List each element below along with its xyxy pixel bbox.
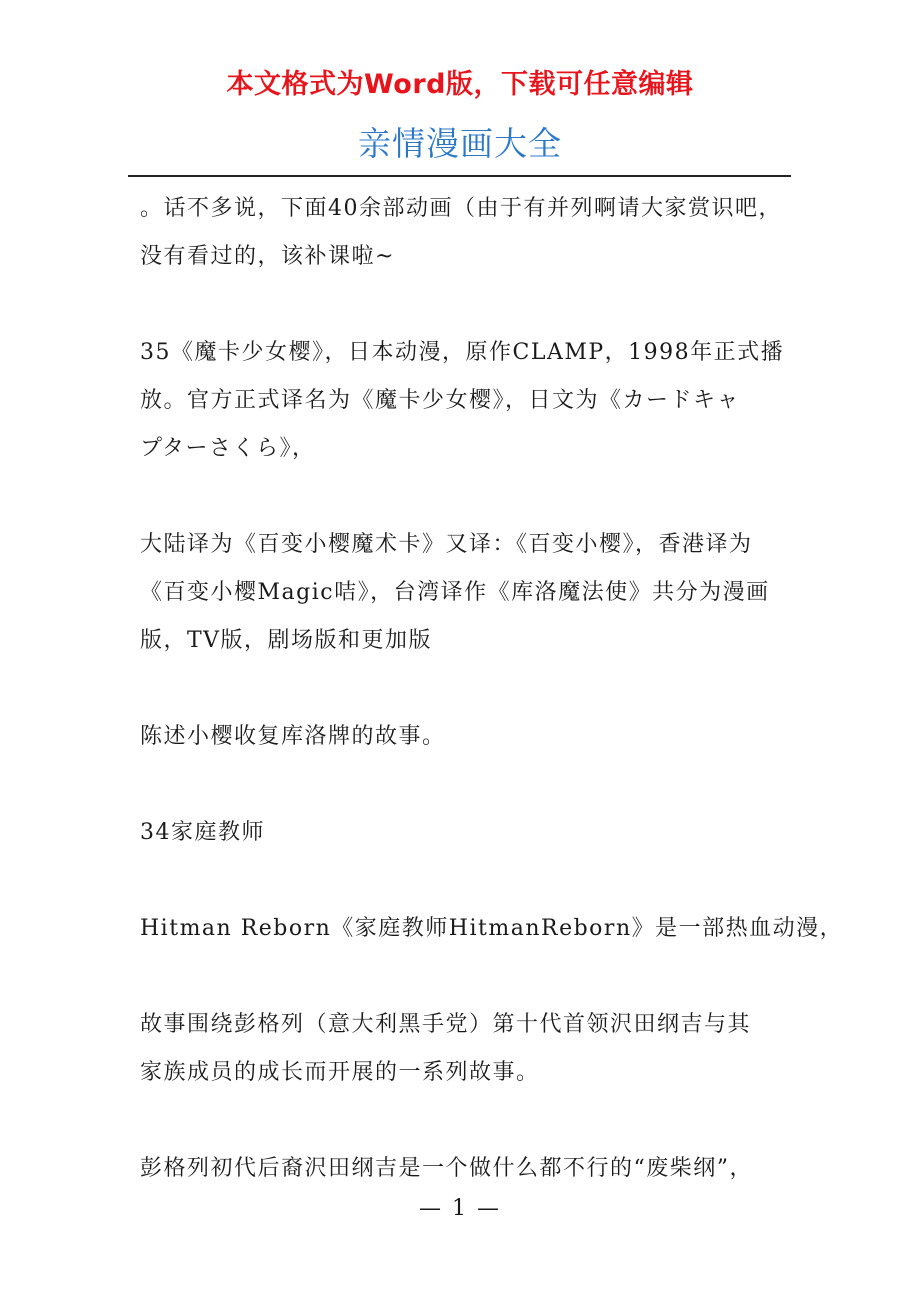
body-line: 版，TV版，剧场版和更加版 bbox=[140, 628, 433, 653]
paragraph-gap bbox=[140, 281, 790, 329]
body-line: プターさくら》， bbox=[140, 436, 316, 461]
format-banner: 本文格式为Word版，下载可任意编辑 bbox=[226, 69, 694, 100]
paragraph-gap bbox=[140, 857, 790, 905]
paragraph-gap bbox=[140, 473, 790, 521]
page-number: — 1 — bbox=[419, 1196, 501, 1221]
body-line: 陈述小樱收复库洛牌的故事。 bbox=[140, 724, 446, 749]
paragraph-gap bbox=[140, 761, 790, 809]
body-line: 家族成员的成长而开展的一系列故事。 bbox=[140, 1060, 540, 1085]
body-line: 大陆译为《百变小樱魔术卡》又译：《百变小樱》，香港译为 bbox=[140, 532, 753, 557]
body-line: 35《魔卡少女樱》，日本动漫，原作CLAMP，1998年正式播 bbox=[140, 340, 785, 365]
body-line: 故事围绕彭格列（意大利黑手党）第十代首领沢田纲吉与其 bbox=[140, 1012, 752, 1037]
document-body bbox=[140, 185, 844, 1193]
body-line: 没有看过的，该补课啦~ bbox=[140, 244, 395, 269]
body-line: 放。官方正式译名为《魔卡少女樱》，日文为《カードキャ bbox=[140, 388, 741, 413]
body-line: 。话不多说，下面40余部动画（由于有并列啊请大家赏识吧， bbox=[140, 196, 782, 221]
section-heading: 34家庭教师 bbox=[140, 820, 265, 845]
paragraph-gap bbox=[140, 953, 790, 1001]
document-title: 亲情漫画大全 bbox=[358, 124, 562, 163]
paragraph-gap bbox=[140, 1097, 790, 1145]
header-divider bbox=[128, 175, 791, 177]
body-line: Hitman Reborn《家庭教师HitmanReborn》是一部热血动漫， bbox=[140, 916, 844, 941]
paragraph-gap bbox=[140, 665, 790, 713]
body-line: 《百变小樱Magic咭》，台湾译作《库洛魔法使》共分为漫画 bbox=[140, 580, 770, 605]
body-line: 彭格列初代后裔沢田纲吉是一个做什么都不行的“废柴纲”， bbox=[140, 1156, 753, 1181]
